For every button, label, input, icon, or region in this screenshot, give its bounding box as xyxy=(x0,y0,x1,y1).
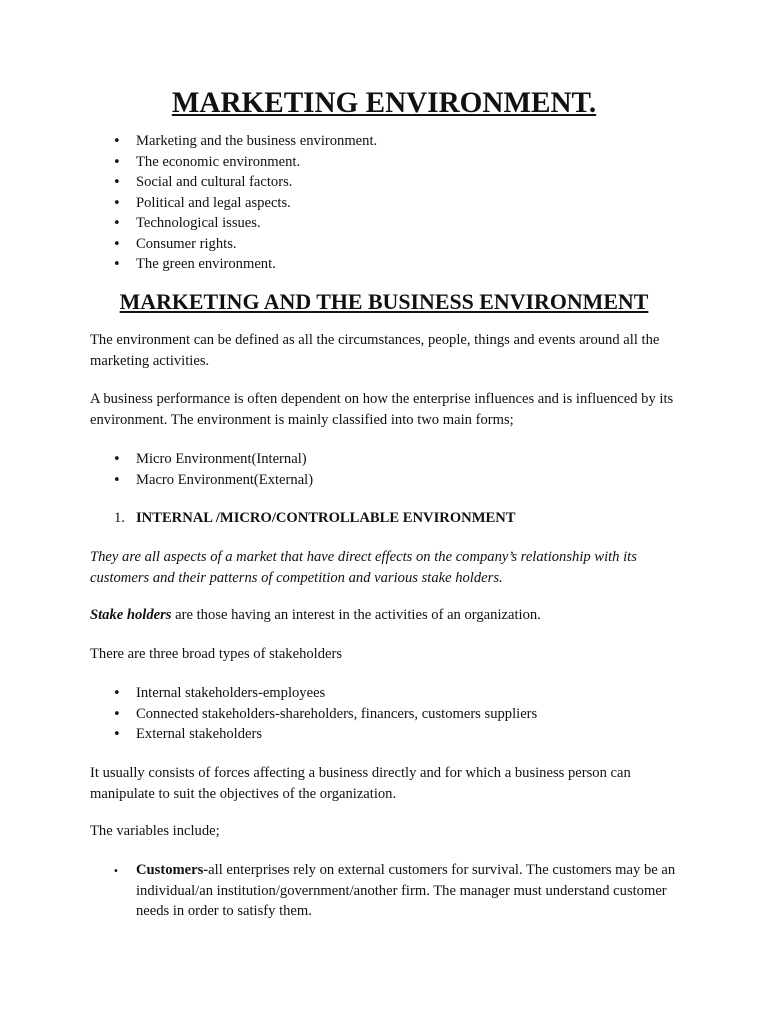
bullet-icon xyxy=(113,234,125,256)
paragraph-italic: They are all aspects of a market that have direct effects on the company’s relationship with its customers and their patterns of competition and various stake holders. xyxy=(90,549,637,586)
variable-description: all enterprises rely on external customers for survival. The customers may be an individual/an institution/government/another firm. The manager must understand customer needs in order to satisfy them. xyxy=(136,862,676,919)
list-item: • Consumer rights. xyxy=(90,234,680,255)
document-title: MARKETING ENVIRONMENT. xyxy=(171,87,597,119)
list-item: • The green environment. xyxy=(90,254,680,275)
list-item xyxy=(90,860,680,922)
stakeholder-types-list xyxy=(90,683,680,745)
list-item: • External stakeholders xyxy=(90,724,680,745)
topics-list xyxy=(90,131,680,275)
bullet-icon xyxy=(113,683,125,705)
paragraph-stakeholders-definition xyxy=(90,605,680,626)
bullet-icon xyxy=(113,193,125,215)
list-item: • Political and legal aspects. xyxy=(90,193,680,214)
term-stakeholders: Stake holders xyxy=(90,607,172,623)
list-item: • Social and cultural factors. xyxy=(90,172,680,193)
definition-text: are those having an interest in the activities of an organization. xyxy=(171,607,541,623)
list-item: • Macro Environment(External) xyxy=(90,470,680,491)
bullet-icon xyxy=(113,724,125,746)
list-number: 1. xyxy=(114,510,125,526)
bullet-icon xyxy=(113,131,125,153)
list-item: • The economic environment. xyxy=(90,152,680,173)
numbered-heading xyxy=(90,508,680,529)
bullet-icon xyxy=(113,704,125,726)
list-item: • Technological issues. xyxy=(90,213,680,234)
section-heading: MARKETING AND THE BUSINESS ENVIRONMENT xyxy=(119,289,649,314)
bullet-icon xyxy=(113,254,125,276)
bullet-icon xyxy=(113,449,125,471)
bullet-icon xyxy=(113,470,125,492)
paragraph-variables: The variables include; xyxy=(90,823,220,839)
variables-list xyxy=(90,860,680,922)
list-item: • Internal stakeholders-employees xyxy=(90,683,680,704)
variable-term: Customers- xyxy=(136,862,209,878)
paragraph-forces: It usually consists of forces affecting a business directly and for which a business person can manipulate to suit the objectives of the organization. xyxy=(90,765,631,802)
bullet-icon xyxy=(113,213,125,235)
list-item: • Micro Environment(Internal) xyxy=(90,449,680,470)
list-item: • Connected stakeholders-shareholders, financers, customers suppliers xyxy=(90,704,680,725)
subsection-heading: INTERNAL /MICRO/CONTROLLABLE ENVIRONMENT xyxy=(136,510,516,526)
list-item: • Marketing and the business environment. xyxy=(90,131,680,152)
numbered-heading-list xyxy=(90,508,680,529)
paragraph-definition: The environment can be defined as all the circumstances, people, things and events around all the marketing activities. xyxy=(90,332,660,369)
bullet-icon xyxy=(113,860,125,883)
forms-list xyxy=(90,449,680,490)
paragraph-types: There are three broad types of stakeholders xyxy=(90,646,343,662)
paragraph-performance: A business performance is often dependent on how the enterprise influences and is influenced by its environment. The environment is mainly classified into two main forms; xyxy=(90,391,674,428)
bullet-icon xyxy=(113,152,125,174)
bullet-icon xyxy=(113,172,125,194)
